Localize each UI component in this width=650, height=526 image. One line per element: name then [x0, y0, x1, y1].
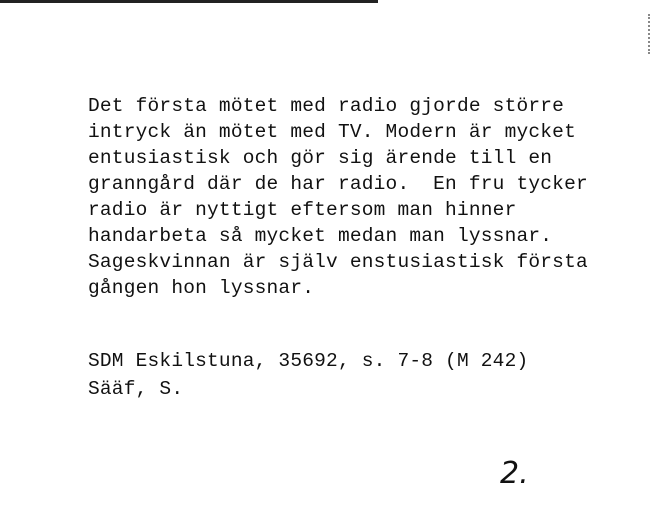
body-line: handarbeta så mycket medan man lyssnar.	[88, 225, 553, 247]
author-name: Sääf, S.	[88, 378, 184, 400]
body-line: Det första mötet med radio gjorde större	[88, 95, 565, 117]
source-reference: SDM Eskilstuna, 35692, s. 7-8 (M 242)	[88, 350, 529, 372]
source-citation	[88, 347, 528, 403]
handwritten-page-number: 2.	[500, 456, 529, 491]
body-line: gången hon lyssnar.	[88, 277, 315, 299]
edge-scan-marks	[646, 14, 650, 54]
body-line: intryck än mötet med TV. Modern är mycket	[88, 121, 576, 143]
body-line: granngård där de har radio. En fru tycker	[88, 173, 588, 195]
body-line: radio är nyttigt eftersom man hinner	[88, 199, 517, 221]
body-line: Sageskvinnan är själv enstusiastisk första	[88, 251, 588, 273]
card-body-text	[88, 93, 633, 301]
top-border-line	[0, 0, 378, 3]
body-line: entusiastisk och gör sig ärende till en	[88, 147, 553, 169]
